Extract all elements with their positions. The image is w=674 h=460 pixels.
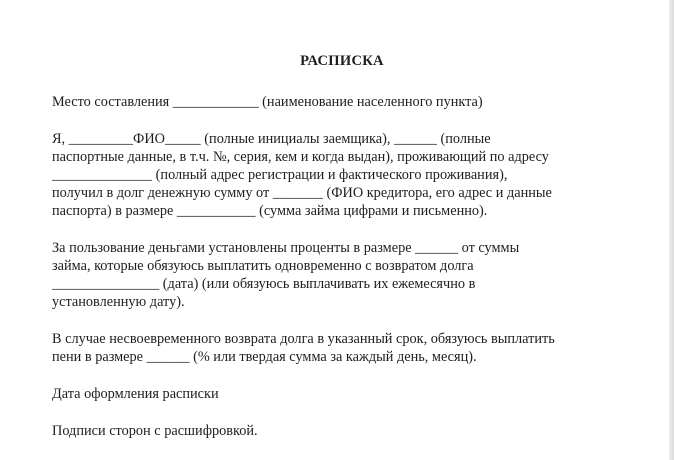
interest-line-2: займа, которые обязуюсь выплатить одновременно с возвратом долга	[52, 258, 474, 274]
penalty-line-1: В случае несвоевременного возврата долга в указанный срок, обязуюсь выплатить	[52, 331, 555, 347]
signatures-paragraph	[52, 422, 632, 440]
date-paragraph	[52, 385, 632, 403]
interest-paragraph	[52, 239, 632, 311]
penalty-paragraph	[52, 330, 632, 366]
scroll-edge	[669, 0, 674, 460]
place-line-1: Место составления ____________ (наименование населенного пункта)	[52, 94, 483, 110]
borrower-line-2: паспортные данные, в т.ч. №, серия, кем и когда выдан), проживающий по адресу	[52, 149, 549, 165]
place-paragraph	[52, 93, 632, 111]
interest-line-1: За пользование деньгами установлены проценты в размере ______ от суммы	[52, 240, 520, 256]
borrower-line-4: получил в долг денежную сумму от _______ (ФИО кредитора, его адрес и данные	[52, 185, 552, 201]
borrower-line-3: ______________ (полный адрес регистрации и фактического проживания),	[52, 167, 508, 183]
signatures-line: Подписи сторон с расшифровкой.	[52, 423, 258, 439]
interest-line-3: _______________ (дата) (или обязуюсь выплачивать их ежемесячно в	[52, 276, 476, 292]
receipt-document	[52, 52, 632, 459]
borrower-paragraph	[52, 130, 632, 220]
borrower-line-5: паспорта) в размере ___________ (сумма займа цифрами и письменно).	[52, 203, 488, 219]
borrower-line-1: Я, _________ФИО_____ (полные инициалы заемщика), ______ (полные	[52, 131, 491, 147]
interest-line-4: установленную дату).	[52, 294, 185, 310]
date-line: Дата оформления расписки	[52, 386, 219, 402]
penalty-line-2: пени в размере ______ (% или твердая сумма за каждый день, месяц).	[52, 349, 477, 365]
document-title: РАСПИСКА	[300, 53, 384, 69]
